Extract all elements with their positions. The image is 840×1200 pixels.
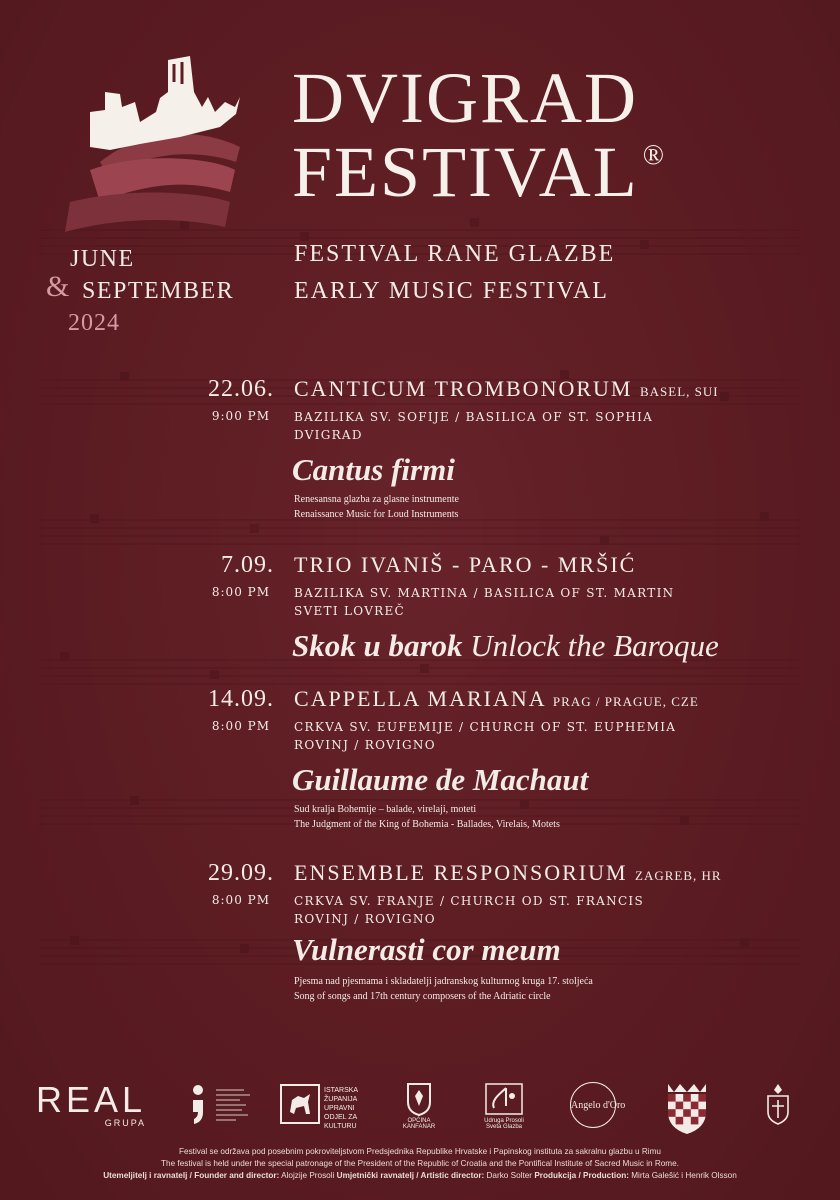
production-name: Mirta Galešić i Henrik Olsson <box>631 1171 737 1180</box>
event-description <box>294 492 459 522</box>
footer <box>0 1146 840 1182</box>
performer-name: CANTICUM TROMBONORUM <box>294 376 633 401</box>
event-program: Guillaume de Machaut <box>292 762 589 797</box>
artistic-name: Darko Solter <box>486 1171 533 1180</box>
venue-line: BAZILIKA SV. SOFIJE / BASILICA OF ST. SOPHIA <box>294 410 654 424</box>
event-description <box>294 802 560 832</box>
event-performer <box>294 686 699 712</box>
patronage-line-en: The festival is held under the special patronage of the President of the Republic of Croatia and the Pontifical Institute of Sacred Music in Rome. <box>161 1159 679 1168</box>
festival-title-line2 <box>292 132 666 212</box>
event-performer <box>294 860 722 886</box>
ampersand: & <box>46 270 70 303</box>
performer-name: TRIO IVANIŠ - PARO - MRŠIĆ <box>294 552 637 577</box>
venue-line: CRKVA SV. FRANJE / CHURCH OD ST. FRANCIS <box>294 894 644 908</box>
sponsor-logos <box>0 1078 840 1144</box>
angelo-doro-logo: Angelo d'Oro <box>570 1082 616 1128</box>
artistic-label: Umjetnički ravnatelj / Artistic director: <box>336 1171 485 1180</box>
music-clef-icon <box>484 1082 524 1116</box>
description-en: The Judgment of the King of Bohemia - Ballades, Virelais, Motets <box>294 819 560 830</box>
event-time: 8:00 PM <box>211 893 270 907</box>
festival-year: 2024 <box>68 310 120 336</box>
program-title: Skok u barok <box>292 628 463 663</box>
venue-city: ROVINJ / ROVIGNO <box>294 738 436 752</box>
event-time: 8:00 PM <box>211 719 270 733</box>
pontifical-institute-crest-icon <box>760 1082 796 1126</box>
event-date: 7.09. <box>221 552 274 578</box>
registered-mark: ® <box>642 140 666 171</box>
event-venue <box>294 584 674 620</box>
real-logo-text: REAL <box>36 1079 147 1120</box>
event-venue <box>294 892 644 928</box>
venue-city: DVIGRAD <box>294 428 363 442</box>
istria-goat-logo <box>280 1084 320 1124</box>
performer-origin: BASEL, SUI <box>639 384 719 399</box>
kanfanar-label: OPĆINA KANFANAR <box>402 1118 436 1130</box>
venue-city: ROVINJ / ROVIGNO <box>294 912 436 926</box>
description-hr: Sud kralja Bohemije – balade, virelaji, moteti <box>294 804 477 815</box>
event-performer <box>294 552 636 578</box>
event-program: Cantus firmi <box>292 452 455 487</box>
performer-name: CAPPELLA MARIANA <box>294 686 546 711</box>
sveta-glazba-label: Udruga Prosoli Sveta Glazba <box>484 1118 524 1130</box>
event-program: Vulnerasti cor meum <box>292 932 561 967</box>
month-september: SEPTEMBER <box>82 278 235 304</box>
coat-of-arms-icon <box>406 1082 432 1116</box>
venue-city: SVETI LOVREČ <box>294 604 406 618</box>
event-performer <box>294 376 719 402</box>
istria-text: ISTARSKA ŽUPANIJA UPRAVNI ODJEL ZA KULTURU <box>324 1087 358 1130</box>
real-grupa-logo <box>36 1079 147 1128</box>
festival-title-word: FESTIVAL <box>292 132 639 212</box>
presidential-office-logo <box>214 1086 254 1126</box>
grupa-logo-text: GRUPA <box>104 1118 147 1128</box>
production-label: Produkcija / Production: <box>534 1171 629 1180</box>
event-date: 29.09. <box>208 860 274 886</box>
performer-name: ENSEMBLE RESPONSORIUM <box>294 860 628 885</box>
event-venue <box>294 718 676 754</box>
performer-origin: PRAG / PRAGUE, CZE <box>552 694 699 709</box>
castle-ruin-logo <box>60 52 250 232</box>
credits-line <box>0 1170 840 1182</box>
event-time: 8:00 PM <box>211 585 270 599</box>
croatian-coat-of-arms-icon <box>662 1080 712 1136</box>
program-title-english: Unlock the Baroque <box>470 628 719 663</box>
goat-icon <box>282 1086 318 1122</box>
festival-title-line1: DVIGRAD <box>292 58 638 138</box>
month-june: JUNE <box>70 246 135 272</box>
sveta-glazba-logo <box>476 1082 532 1130</box>
event-date: 22.06. <box>208 376 274 402</box>
venue-line: CRKVA SV. EUFEMIJE / CHURCH OF ST. EUPHEMIA <box>294 720 677 734</box>
founder-label: Utemeljitelj i ravnatelj / Founder and director: <box>103 1171 280 1180</box>
semicolon-logo <box>190 1084 206 1124</box>
event-program <box>292 628 719 664</box>
office-text-lines-icon <box>214 1086 254 1126</box>
description-hr: Pjesma nad pjesmama i skladatelji jadranskog kulturnog kruga 17. stoljeća <box>294 976 593 987</box>
event-description <box>294 974 593 1004</box>
founder-name: Alojzije Prosoli <box>281 1171 335 1180</box>
subtitle-croatian: FESTIVAL RANE GLAZBE <box>294 241 616 267</box>
kanfanar-logo <box>396 1082 442 1130</box>
event-venue <box>294 408 653 444</box>
performer-origin: ZAGREB, HR <box>635 868 722 883</box>
event-date: 14.09. <box>208 686 274 712</box>
description-en: Song of songs and 17th century composers of the Adriatic circle <box>294 991 551 1002</box>
subtitle-english: EARLY MUSIC FESTIVAL <box>294 278 609 304</box>
patronage-line-hr: Festival se održava pod posebnim pokroviteljstvom Predsjednika Republike Hrvatske i Papinskog instituta za sakralnu glazbu u Rimu <box>179 1147 661 1156</box>
event-time: 9:00 PM <box>211 409 270 423</box>
description-en: Renaissance Music for Loud Instruments <box>294 509 459 520</box>
venue-line: BAZILIKA SV. MARTINA / BASILICA OF ST. MARTIN <box>294 586 675 600</box>
description-hr: Renesansna glazba za glasne instrumente <box>294 494 459 505</box>
